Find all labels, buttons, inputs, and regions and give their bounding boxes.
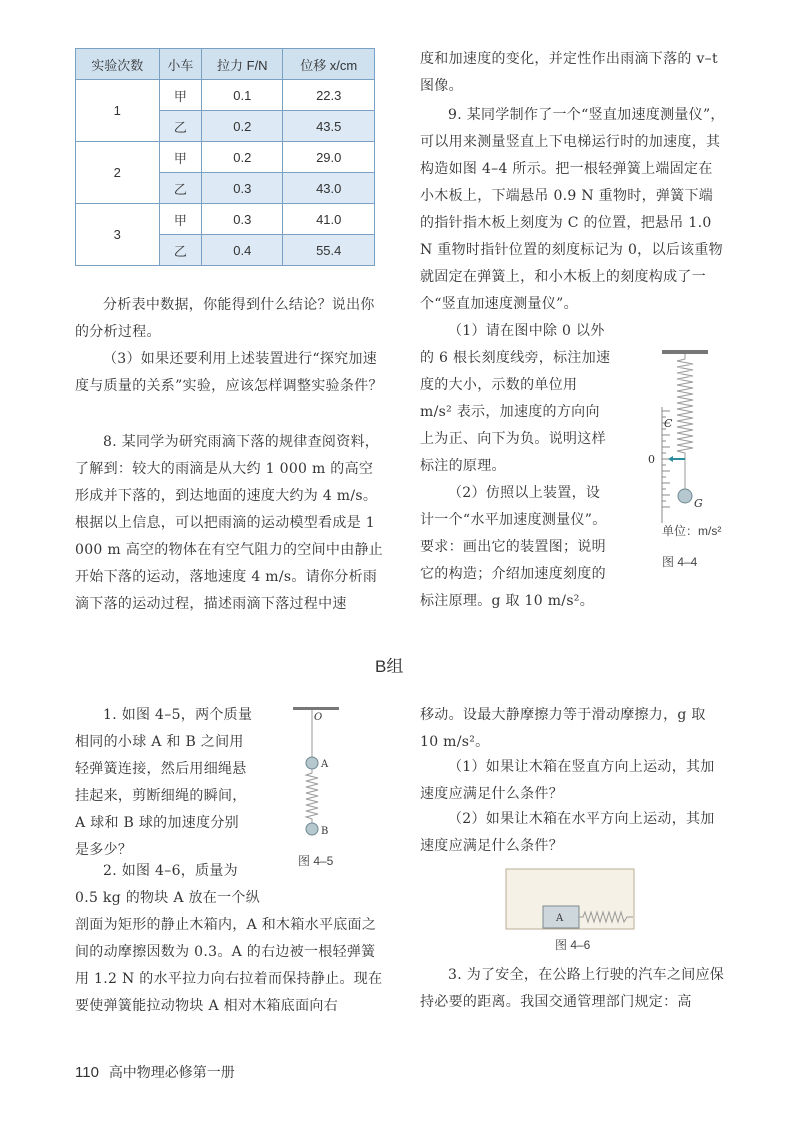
question-8-paragraph: 8. 某同学为研究雨滴下落的规律查阅资料，了解到：较大的雨滴是从大约 1 000 m 的高空形成并下落的，到达地面的速度大约为 4 m/s。根据以上信息，可以把雨滴的运动模型看成是 1 000 m 高空的物体在有空气阻力的空间中由静止开始下落的运动，落地速度 4 m/s。请你分析雨滴下落的运动过程，描述雨滴下落过程中速 xyxy=(75,434,384,612)
header-displacement: 位移 x/cm xyxy=(283,49,375,80)
label-c: C xyxy=(664,417,673,430)
table-cell: 甲 xyxy=(159,142,202,173)
table-row xyxy=(76,80,375,111)
ceiling-board xyxy=(662,350,708,354)
question-3-paragraph: （3）如果还要利用上述装置进行“探究加速度与质量的关系”实验，应该怎样调整实验条件？ xyxy=(75,351,383,394)
question-9-paragraph: 9. 某同学制作了一个“竖直加速度测量仪”，可以用来测量竖直上下电梯运行时的加速度，其构造如图 4–4 所示。把一根轻弹簧上端固定在小木板上，下端悬吊 0.9 N 重物时，弹簧下端的指针指木板上刻度为 C 的位置，把悬吊 1.0 N 重物时指针位置的刻度标记为 0，以后该重物就固定在弹簧上，和小木板上的刻度构成了一个“竖直加速度测量仪”。 xyxy=(420,107,725,312)
table-cell: 43.5 xyxy=(283,111,375,142)
group-b-question-2-start: 2. 如图 4–6，质量为 0.5 kg 的物块 A 放在一个纵 xyxy=(75,863,261,906)
question-8-continued: 度和加速度的变化，并定性作出雨滴下落的 v–t 图像。 xyxy=(420,51,718,94)
table-cell: 甲 xyxy=(159,80,202,111)
figure-4-5-caption: 图 4–5 xyxy=(298,854,334,868)
ceiling-board xyxy=(293,707,339,710)
label-a: A xyxy=(321,759,329,770)
figure-4-4-caption: 图 4–4 xyxy=(662,555,698,569)
group-b-question-2-body: 剖面为矩形的静止木箱内，A 和木箱水平底面之间的动摩擦因数为 0.3。A 的右边被一根轻弹簧用 1.2 N 的水平拉力向右拉着而保持静止。现在要使弹簧能拉动物块 A 相对木箱底面向右 xyxy=(75,917,383,1014)
header-cart: 小车 xyxy=(159,49,202,80)
label-a: A xyxy=(556,913,564,924)
table-row xyxy=(76,204,375,235)
book-title: 高中物理必修第一册 xyxy=(108,1064,235,1080)
table-cell: 43.0 xyxy=(283,173,375,204)
trial-cell: 3 xyxy=(76,204,160,266)
table-cell: 0.3 xyxy=(202,204,283,235)
table-cell: 乙 xyxy=(159,235,202,266)
pointer-arrow-icon xyxy=(668,456,673,462)
group-b-question-2-cont: 移动。设最大静摩擦力等于滑动摩擦力，g 取 10 m/s²。 xyxy=(420,707,706,750)
table-cell: 0.2 xyxy=(202,142,283,173)
figure-4-4-unit: 单位：m/s² xyxy=(662,524,722,538)
figure-4-6-caption: 图 4–6 xyxy=(555,938,591,952)
table-cell: 55.4 xyxy=(283,235,375,266)
group-b-question-3: 3. 为了安全，在公路上行驶的汽车之间应保持必要的距离。我国交通管理部门规定：高 xyxy=(420,967,725,1010)
spring xyxy=(677,354,693,490)
header-trial: 实验次数 xyxy=(76,49,160,80)
ball-b xyxy=(306,823,318,835)
table-cell: 0.1 xyxy=(202,80,283,111)
figure-4-5-diagram xyxy=(285,705,355,840)
page-number: 110 xyxy=(75,1064,99,1081)
label-zero: 0 xyxy=(648,453,655,466)
experiment-table xyxy=(75,48,375,266)
ball-a xyxy=(306,757,318,769)
header-force: 拉力 F/N xyxy=(202,49,283,80)
table-cell: 乙 xyxy=(159,111,202,142)
table-cell: 41.0 xyxy=(283,204,375,235)
trial-cell: 1 xyxy=(76,80,160,142)
weight-ball xyxy=(678,489,692,503)
table-cell: 甲 xyxy=(159,204,202,235)
table-cell: 22.3 xyxy=(283,80,375,111)
page-footer xyxy=(75,1062,235,1082)
group-b-question-1: 1. 如图 4–5，两个质量相同的小球 A 和 B 之间用轻弹簧连接，然后用细绳悬挂起来，剪断细绳的瞬间，A 球和 B 球的加速度分别是多少？ xyxy=(75,707,253,858)
analysis-paragraph: 分析表中数据，你能得到什么结论？说出你的分析过程。 xyxy=(75,297,375,340)
group-b-title: B组 xyxy=(375,657,404,676)
spring xyxy=(306,769,318,823)
question-9-part-2: （2）仿照以上装置，设计一个“水平加速度测量仪”。要求：画出它的装置图；说明它的构造；介绍加速度刻度的标注原理。g 取 10 m/s²。 xyxy=(420,485,607,609)
label-g: G xyxy=(694,497,703,510)
figure-4-4-diagram xyxy=(640,345,730,525)
table-cell: 0.4 xyxy=(202,235,283,266)
label-o: O xyxy=(314,712,323,723)
question-9-part-1: （1）请在图中除 0 以外的 6 根长刻度线旁，标注加速度的大小，示数的单位用 m/s² 表示，加速度的方向向上为正、向下为负。说明这样标注的原理。 xyxy=(420,323,611,474)
table-cell: 29.0 xyxy=(283,142,375,173)
figure-4-6-diagram xyxy=(505,868,635,930)
group-b-question-2-part-2: （2）如果让木箱在水平方向上运动，其加速度应满足什么条件？ xyxy=(420,811,715,854)
table-header-row xyxy=(76,49,375,80)
label-b: B xyxy=(321,826,329,837)
table-cell: 0.3 xyxy=(202,173,283,204)
trial-cell: 2 xyxy=(76,142,160,204)
table-cell: 0.2 xyxy=(202,111,283,142)
group-b-question-2-part-1: （1）如果让木箱在竖直方向上运动，其加速度应满足什么条件？ xyxy=(420,759,715,802)
table-row xyxy=(76,142,375,173)
table-cell: 乙 xyxy=(159,173,202,204)
